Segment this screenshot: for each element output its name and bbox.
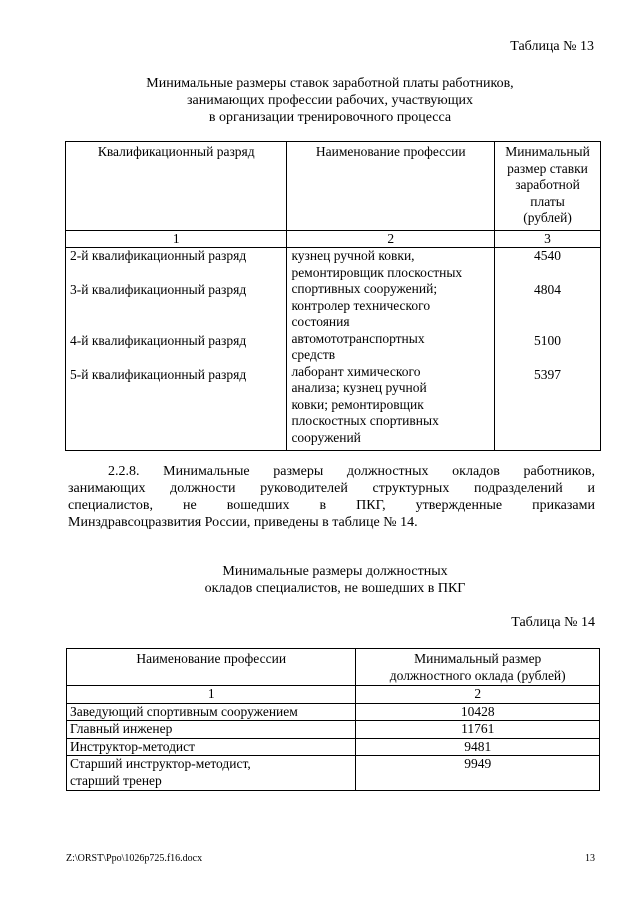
rate-column: [495, 248, 601, 451]
profession-line: ремонтировщик плоскостных: [291, 264, 463, 280]
profession-line: контролер технического: [291, 297, 431, 313]
table-13-label: Таблица № 13: [510, 39, 594, 54]
profession-name: [67, 756, 356, 791]
table-numbering-row: [67, 686, 600, 704]
rate-cell: 4804: [534, 282, 562, 297]
table-14-title: [100, 563, 570, 597]
profession-name: Главный инженер: [67, 721, 356, 739]
table-13-title-line: в организации тренировочного процесса: [208, 110, 452, 125]
paragraph-line: занимающих должности руководителей структурных подразделений и: [68, 481, 595, 496]
profession-line: кузнец ручной ковки,: [291, 248, 415, 263]
grade-cell: 4-й квалификационный разряд: [70, 333, 247, 348]
rate-cell: 5100: [534, 333, 562, 348]
salary-value: 11761: [356, 721, 600, 739]
table-row: [67, 721, 600, 739]
col-number: 1: [66, 230, 287, 248]
salary-value: 9949: [356, 756, 600, 791]
profession-name-line: старший тренер: [70, 772, 162, 788]
profession-line: состояния: [291, 314, 350, 329]
profession-line: автомототранспортных: [291, 330, 425, 346]
salary-value: 10428: [356, 703, 600, 721]
table-header-row: [66, 142, 601, 231]
table-13: [65, 141, 601, 451]
paragraph-2-2-8: [68, 463, 595, 531]
table-13-title: [60, 75, 600, 126]
header-rate: [495, 142, 601, 231]
header-salary-line: Минимальный размер: [414, 651, 542, 666]
grade-cell: 5-й квалификационный разряд: [70, 367, 247, 382]
table-body-row: [66, 248, 601, 451]
footer-file-path: Z:\ORST\Ppo\1026p725.f16.docx: [66, 853, 203, 864]
header-rate-line: Минимальный: [505, 144, 590, 159]
col-number: 1: [67, 686, 356, 704]
col-number: 2: [287, 230, 495, 248]
profession-name: Заведующий спортивным сооружением: [67, 703, 356, 721]
col-number: 3: [495, 230, 601, 248]
profession-line: спортивных сооружений;: [291, 281, 438, 296]
header-salary-line: должностного оклада (рублей): [389, 667, 566, 683]
header-grade: Квалификационный разряд: [66, 142, 287, 231]
header-rate-line: заработной: [515, 177, 580, 192]
footer-page-number: 13: [585, 853, 595, 864]
profession-line: анализа; кузнец ручной: [291, 380, 427, 395]
profession-line: лаборант химического: [291, 363, 421, 379]
profession-line: плоскостных спортивных: [291, 413, 439, 428]
table-row: [67, 756, 600, 791]
rate-cell: 4540: [534, 248, 562, 263]
table-numbering-row: [66, 230, 601, 248]
table-header-row: [67, 649, 600, 686]
header-profession: Наименование профессии: [287, 142, 495, 231]
table-row: [67, 703, 600, 721]
header-rate-line: платы: [530, 193, 565, 209]
paragraph-line: Минздравсоцразвития России, приведены в таблице № 14.: [68, 515, 418, 530]
header-rate-line: размер ставки: [507, 160, 588, 176]
table-14-title-line: окладов специалистов, не вошедших в ПКГ: [204, 581, 466, 596]
profession-line: сооружений: [291, 429, 361, 445]
table-13-title-line: Минимальные размеры ставок заработной платы работников,: [146, 76, 514, 91]
profession-name-line: Старший инструктор-методист,: [70, 756, 251, 771]
grade-column: [66, 248, 287, 451]
table-13-title-line: занимающих профессии рабочих, участвующих: [187, 93, 473, 108]
profession-column: [287, 248, 495, 451]
paragraph-line: 2.2.8. Минимальные размеры должностных окладов работников,: [108, 464, 595, 479]
rate-cell: 5397: [534, 367, 562, 382]
table-14-label: Таблица № 14: [511, 615, 595, 630]
profession-line: ковки; ремонтировщик: [291, 396, 424, 412]
grade-cell: 3-й квалификационный разряд: [70, 282, 247, 297]
profession-name: Инструктор-методист: [67, 738, 356, 756]
header-profession: Наименование профессии: [67, 649, 356, 686]
table-14-title-line: Минимальные размеры должностных: [222, 564, 448, 579]
table-14: [66, 648, 600, 791]
header-salary: [356, 649, 600, 686]
col-number: 2: [356, 686, 600, 704]
grade-cell: 2-й квалификационный разряд: [70, 248, 247, 263]
salary-value: 9481: [356, 738, 600, 756]
paragraph-line: специалистов, не вошедших в ПКГ, утвержденные приказами: [68, 498, 595, 513]
table-row: [67, 738, 600, 756]
profession-line: средств: [291, 347, 336, 362]
header-rate-line: (рублей): [523, 210, 572, 225]
